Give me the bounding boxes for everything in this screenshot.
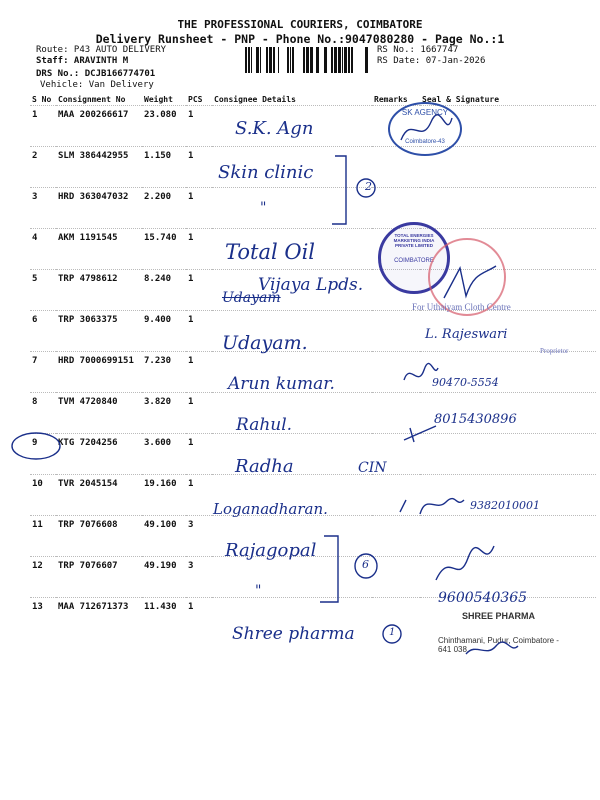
barcode-bar	[251, 47, 252, 73]
row-pcs: 1	[186, 475, 212, 516]
row-consignment: TVM 4720840	[56, 393, 142, 434]
barcode-bar	[342, 47, 343, 73]
row-weight: 3.600	[142, 434, 186, 475]
row-weight: 49.100	[142, 516, 186, 557]
signature-r13	[462, 640, 522, 660]
sk-agency-stamp: SK AGENCY Coimbatore-43	[388, 102, 462, 156]
row-seal	[420, 434, 596, 475]
handwriting-r2: Skin clinic	[218, 162, 314, 183]
barcode-bar	[348, 47, 350, 73]
row-remarks	[372, 311, 420, 352]
barcode-bar	[303, 47, 305, 73]
bracket-rows-2-3	[330, 152, 380, 232]
circle-mark-row-9	[8, 430, 68, 470]
barcode-bar	[310, 47, 313, 73]
handwriting-r4: Total Oil	[225, 240, 316, 264]
shree-pharma-address: Chinthamani, Pudur, Coimbatore - 641 038.	[438, 636, 559, 654]
row-consignment: TRP 3063375	[56, 311, 142, 352]
route-field: Route: P43 AUTO DELIVERY	[36, 45, 167, 55]
row-consignment: MAA 712671373	[56, 598, 142, 639]
row-pcs: 1	[186, 434, 212, 475]
row13-count: 1	[389, 627, 396, 638]
row-pcs: 1	[186, 229, 212, 270]
barcode-bar	[338, 47, 341, 73]
signature-r6: L. Rajeswari	[425, 327, 508, 342]
row-pcs: 3	[186, 557, 212, 598]
rs-date-field: RS Date: 07-Jan-2026	[377, 56, 486, 66]
row-weight: 11.430	[142, 598, 186, 639]
row-sno: 8	[30, 393, 56, 434]
bracket2-count: 6	[362, 558, 369, 571]
document-subtitle: Delivery Runsheet - PNP - Phone No.:9047080280 - Page No.:1	[95, 32, 505, 46]
handwriting-r9: Radha	[235, 456, 294, 477]
handwriting-r1: S.K. Agn	[235, 118, 314, 139]
handwriting-r6: Udayam.	[222, 332, 308, 354]
col-seal: Seal & Signature	[422, 94, 500, 104]
row-weight: 2.200	[142, 188, 186, 229]
signature-r1	[396, 110, 456, 150]
bracket1-count: 2	[365, 180, 372, 193]
barcode-bar	[269, 47, 272, 73]
barcode-bar	[290, 47, 291, 73]
barcode-bar	[344, 47, 347, 73]
row-sno: 6	[30, 311, 56, 352]
row-consignment: KTG 7204256	[56, 434, 142, 475]
row-sno: 1	[30, 106, 56, 147]
barcode	[245, 47, 368, 73]
row-consignment: TRP 7076608	[56, 516, 142, 557]
row-pcs: 1	[186, 188, 212, 229]
row-seal	[420, 188, 596, 229]
row-pcs: 1	[186, 311, 212, 352]
barcode-bar	[278, 47, 279, 73]
signature-r11	[430, 540, 500, 590]
row-pcs: 1	[186, 270, 212, 311]
handwriting-r12: "	[255, 583, 262, 599]
row-sno: 7	[30, 352, 56, 393]
document-title: THE PROFESSIONAL COURIERS, COIMBATORE	[177, 18, 423, 31]
phone-r7: 90470-5554	[432, 376, 499, 389]
handwriting-r10: Loganadharan.	[213, 500, 328, 518]
col-consignment: Consignment No	[58, 94, 126, 104]
row-weight: 1.150	[142, 147, 186, 188]
row-weight: 23.080	[142, 106, 186, 147]
col-pcs: PCS	[188, 94, 203, 104]
col-sno: S No	[32, 94, 52, 104]
row-weight: 19.160	[142, 475, 186, 516]
table-row	[30, 188, 596, 229]
row-seal	[420, 147, 596, 188]
row-weight: 7.230	[142, 352, 186, 393]
row-sno: 2	[30, 147, 56, 188]
handwriting-r8: Rahul.	[236, 415, 293, 435]
total-energies-stamp: TOTAL ENERGIES MARKETING INDIA PRIVATE LIMITED COIMBATORE	[378, 222, 450, 294]
barcode-bar	[306, 47, 309, 73]
handwriting-r3: "	[260, 200, 267, 216]
barcode-bar	[316, 47, 319, 73]
col-remarks: Remarks	[374, 94, 408, 104]
row-pcs: 1	[186, 147, 212, 188]
row-sno: 11	[30, 516, 56, 557]
remark-r9: CIN	[358, 460, 387, 476]
uthaiyam-stamp: For Uthaiyam Cloth Centre	[412, 302, 511, 312]
vehicle-field: Vehicle: Van Delivery	[40, 80, 154, 90]
barcode-bar	[334, 47, 337, 73]
row-consignment: SLM 386442955	[56, 147, 142, 188]
phone-r8: 8015430896	[434, 412, 517, 427]
row-pcs: 1	[186, 352, 212, 393]
row-sno: 13	[30, 598, 56, 639]
table-header-row	[30, 93, 596, 106]
phone-r10: 9382010001	[470, 499, 540, 512]
row-consignment: HRD 363047032	[56, 188, 142, 229]
barcode-bar	[245, 47, 247, 73]
row-weight: 9.400	[142, 311, 186, 352]
table-row	[30, 434, 596, 475]
row-consignment: HRD 7000699151	[56, 352, 142, 393]
barcode-bar	[260, 47, 261, 73]
row-consignment: MAA 200266617	[56, 106, 142, 147]
phone-r12: 9600540365	[438, 590, 528, 606]
barcode-bar	[292, 47, 294, 73]
drs-field: DRS No.: DCJB166774701	[36, 69, 156, 79]
row-consignment: TRP 7076607	[56, 557, 142, 598]
handwriting-r5-strike: Udayam	[222, 290, 281, 306]
row-consignment: AKM 1191545	[56, 229, 142, 270]
row-sno: 9	[30, 434, 56, 475]
shree-pharma-stamp: SHREE PHARMA	[462, 611, 536, 621]
bracket-rows-11-12	[318, 532, 388, 612]
barcode-bar	[256, 47, 259, 73]
rs-no-field: RS No.: 1667747	[377, 45, 459, 55]
table-row	[30, 311, 596, 352]
barcode-bar	[287, 47, 289, 73]
row-consignment: TVR 2045154	[56, 475, 142, 516]
handwriting-r11: Rajagopal	[225, 540, 317, 561]
row-consignment: TRP 4798612	[56, 270, 142, 311]
row-sno: 10	[30, 475, 56, 516]
row-sno: 4	[30, 229, 56, 270]
barcode-bar	[324, 47, 327, 73]
signature-r5	[440, 262, 500, 306]
row-sno: 12	[30, 557, 56, 598]
barcode-bar	[331, 47, 333, 73]
row-pcs: 3	[186, 516, 212, 557]
handwriting-r5: Vijaya Lpds.	[258, 275, 364, 295]
barcode-bar	[273, 47, 275, 73]
barcode-bar	[365, 47, 368, 73]
row-weight: 3.820	[142, 393, 186, 434]
handwriting-r7: Arun kumar.	[228, 374, 335, 394]
uthaiyam-role: Proprietor	[540, 347, 569, 355]
signature-r8	[400, 420, 440, 446]
row-sno: 5	[30, 270, 56, 311]
signature-r7	[400, 360, 440, 390]
row-pcs: 1	[186, 598, 212, 639]
col-consignee: Consignee Details	[214, 94, 296, 104]
staff-field: Staff: ARAVINTH M	[36, 56, 129, 66]
signature-r10	[396, 490, 468, 520]
barcode-bar	[266, 47, 268, 73]
row-sno: 3	[30, 188, 56, 229]
row-weight: 15.740	[142, 229, 186, 270]
row-weight: 49.190	[142, 557, 186, 598]
row-pcs: 1	[186, 106, 212, 147]
handwriting-r13: Shree pharma	[232, 624, 355, 644]
barcode-bar	[351, 47, 353, 73]
row-pcs: 1	[186, 393, 212, 434]
row-weight: 8.240	[142, 270, 186, 311]
barcode-bar	[248, 47, 250, 73]
col-weight: Weight	[144, 94, 173, 104]
